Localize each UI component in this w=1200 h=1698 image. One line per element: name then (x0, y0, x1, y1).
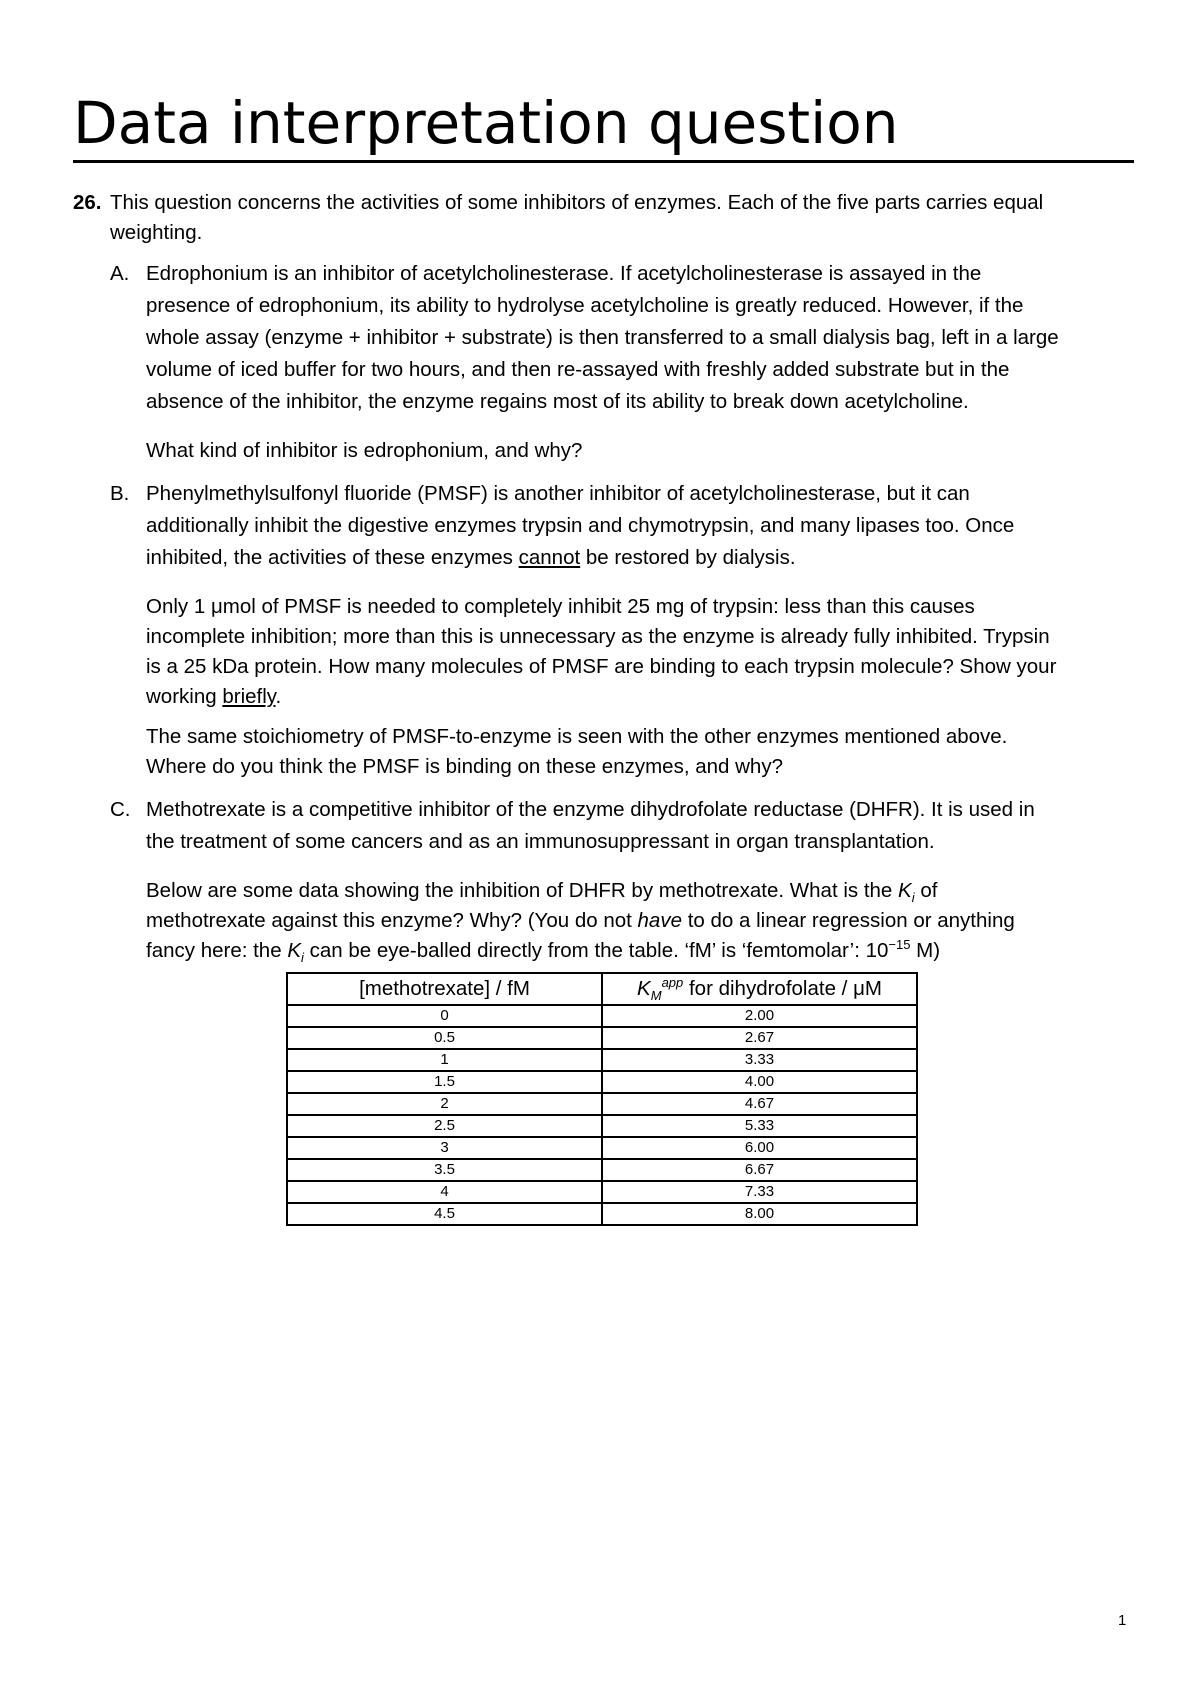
part-a-marker: A. (110, 262, 130, 285)
table-row (287, 1137, 917, 1159)
part-c-para2-line-2 (146, 906, 1015, 936)
header-text: for dihydrofolate / μM (683, 977, 882, 1000)
table-row (287, 1005, 917, 1027)
table-row (287, 1203, 917, 1225)
table-row (287, 1181, 917, 1203)
km-superscript: app (661, 975, 684, 991)
cell-methotrexate-concentration: 3.5 (287, 1159, 602, 1181)
table-row (287, 1049, 917, 1071)
part-b-para2-line-1: Only 1 μmol of PMSF is needed to completely inhibit 25 mg of trypsin: less than this causes (146, 595, 975, 618)
part-b-para3-line-1: The same stoichiometry of PMSF-to-enzyme is seen with the other enzymes mentioned above. (146, 725, 1008, 748)
cell-km-app: 2.67 (602, 1027, 917, 1049)
cell-methotrexate-concentration: 2 (287, 1093, 602, 1115)
part-a-line-5: absence of the inhibitor, the enzyme regains most of its ability to break down acetylcholine. (146, 390, 969, 413)
text-run: of (914, 879, 938, 902)
ki-k: K (898, 879, 912, 902)
cell-km-app: 6.00 (602, 1137, 917, 1159)
text-run: methotrexate against this enzyme? Why? (You do not (146, 909, 638, 932)
cell-methotrexate-concentration: 3 (287, 1137, 602, 1159)
cell-methotrexate-concentration: 0 (287, 1005, 602, 1027)
table-row (287, 1027, 917, 1049)
part-b-marker: B. (110, 482, 130, 505)
emphasis-have: have (637, 909, 682, 932)
text-run: . (275, 685, 282, 708)
part-c-line-2: the treatment of some cancers and as an immunosuppressant in organ transplantation. (146, 830, 935, 853)
cell-km-app: 2.00 (602, 1005, 917, 1027)
cell-km-app: 6.67 (602, 1159, 917, 1181)
part-a-question: What kind of inhibitor is edrophonium, and why? (146, 439, 583, 462)
km-k: K (637, 977, 651, 1000)
question-intro-line-1: This question concerns the activities of some inhibitors of enzymes. Each of the five parts carries equal (110, 191, 1044, 214)
cell-methotrexate-concentration: 1.5 (287, 1071, 602, 1093)
question-number: 26. (73, 191, 102, 214)
cell-methotrexate-concentration: 4 (287, 1181, 602, 1203)
part-b-line-3 (146, 543, 796, 573)
page-title: Data interpretation question (73, 89, 899, 157)
cell-km-app: 7.33 (602, 1181, 917, 1203)
title-underline (73, 160, 1134, 163)
part-b-para2-line-2: incomplete inhibition; more than this is unnecessary as the enzyme is already fully inhibited. Trypsin (146, 625, 1050, 648)
part-b-para2-line-4 (146, 682, 281, 712)
ki-k: K (287, 939, 301, 962)
column-header-km-app (602, 973, 917, 1005)
cell-km-app: 3.33 (602, 1049, 917, 1071)
page-number: 1 (1118, 1612, 1127, 1629)
cell-km-app: 5.33 (602, 1115, 917, 1137)
ki-symbol (898, 879, 915, 906)
cell-km-app: 4.00 (602, 1071, 917, 1093)
part-b-line-2: additionally inhibit the digestive enzymes trypsin and chymotrypsin, and many lipases too. Once (146, 514, 1015, 537)
column-header-methotrexate: [methotrexate] / fM (287, 973, 602, 1005)
cell-methotrexate-concentration: 0.5 (287, 1027, 602, 1049)
km-symbol (637, 975, 684, 1004)
ki-subscript: i (301, 950, 304, 966)
emphasis-cannot: cannot (518, 546, 581, 569)
question-intro-line-2: weighting. (110, 221, 203, 244)
table-row (287, 1093, 917, 1115)
part-c-line-1: Methotrexate is a competitive inhibitor of the enzyme dihydrofolate reductase (DHFR). It is used in (146, 798, 1035, 821)
cell-methotrexate-concentration: 4.5 (287, 1203, 602, 1225)
table-row (287, 1159, 917, 1181)
text-run: Below are some data showing the inhibition of DHFR by methotrexate. What is the (146, 879, 899, 902)
emphasis-briefly: briefly (222, 685, 276, 708)
cell-methotrexate-concentration: 1 (287, 1049, 602, 1071)
table-row (287, 1115, 917, 1137)
text-run: inhibited, the activities of these enzymes (146, 546, 519, 569)
table-header-row (287, 973, 917, 1005)
text-run: be restored by dialysis. (580, 546, 796, 569)
ki-subscript: i (911, 890, 915, 906)
cell-methotrexate-concentration: 2.5 (287, 1115, 602, 1137)
text-run: can be eye-balled directly from the table. ‘fM’ is ‘femtomolar’: 10 (303, 939, 889, 962)
part-c-para2-line-3 (146, 936, 940, 966)
ki-symbol (287, 939, 304, 966)
cell-km-app: 4.67 (602, 1093, 917, 1115)
text-run: working (146, 685, 223, 708)
text-run: to do a linear regression or anything (682, 909, 1015, 932)
part-c-para2-line-1 (146, 876, 937, 906)
km-subscript: M (650, 988, 662, 1004)
part-a-line-4: volume of iced buffer for two hours, and then re-assayed with freshly added substrate but in the (146, 358, 1010, 381)
inhibition-data-table (286, 972, 918, 1226)
exponent: −15 (888, 937, 911, 953)
table-row (287, 1071, 917, 1093)
part-a-line-3: whole assay (enzyme + inhibitor + substrate) is then transferred to a small dialysis bag, left in a large (146, 326, 1059, 349)
part-b-para2-line-3: is a 25 kDa protein. How many molecules of PMSF are binding to each trypsin molecule? Show your (146, 655, 1057, 678)
text-run: fancy here: the (146, 939, 288, 962)
table-body (287, 1005, 917, 1225)
part-b-para3-line-2: Where do you think the PMSF is binding on these enzymes, and why? (146, 755, 783, 778)
part-c-marker: C. (110, 798, 131, 821)
text-run: M) (910, 939, 941, 962)
part-b-line-1: Phenylmethylsulfonyl fluoride (PMSF) is another inhibitor of acetylcholinesterase, but it can (146, 482, 970, 505)
cell-km-app: 8.00 (602, 1203, 917, 1225)
part-a-line-1: Edrophonium is an inhibitor of acetylcholinesterase. If acetylcholinesterase is assayed in the (146, 262, 982, 285)
part-a-line-2: presence of edrophonium, its ability to hydrolyse acetylcholine is greatly reduced. However, if the (146, 294, 1024, 317)
